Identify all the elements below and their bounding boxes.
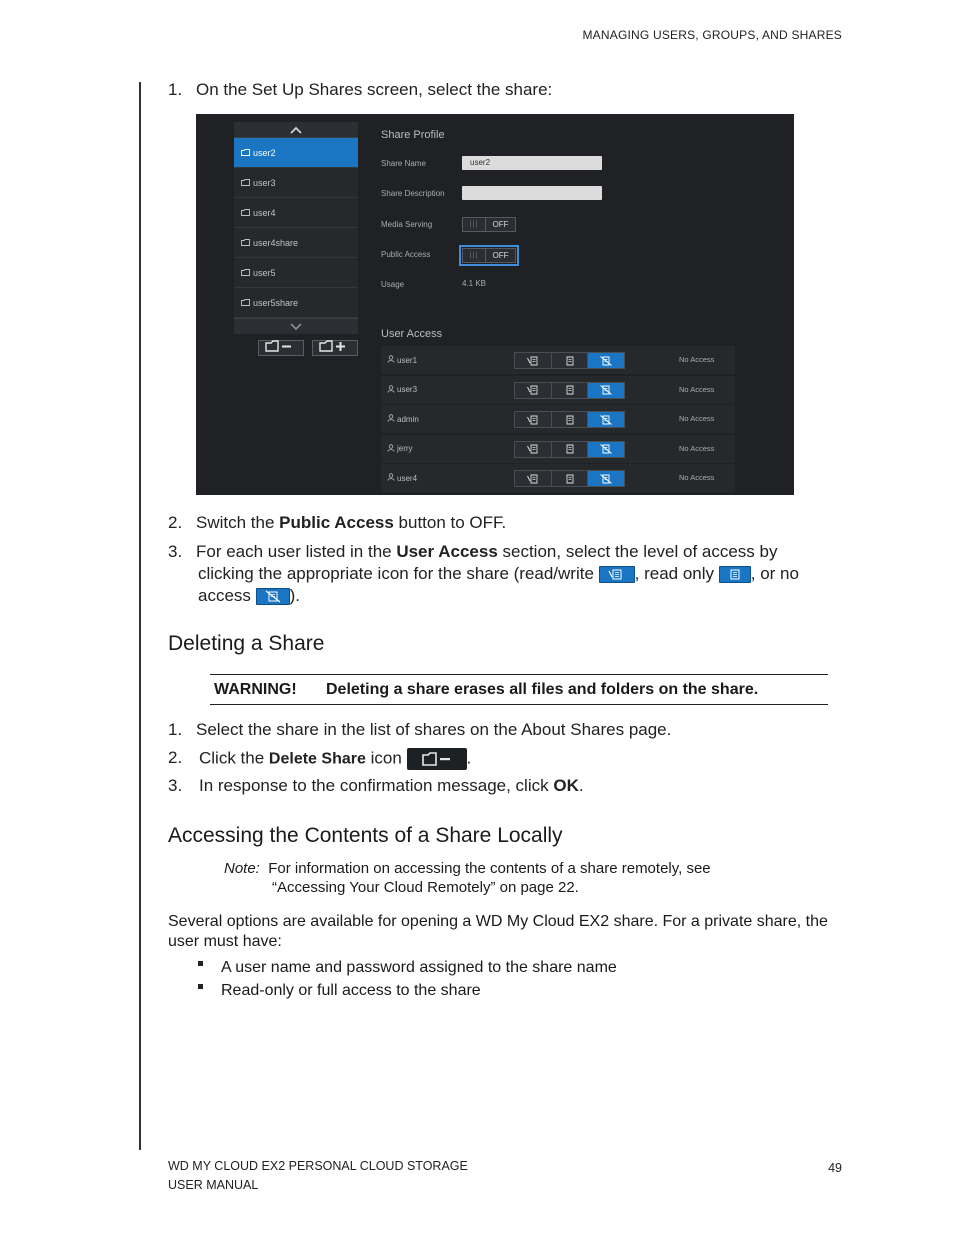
bullet-text: Read-only or full access to the share	[221, 982, 481, 999]
step-text: For each user listed in the	[196, 542, 397, 561]
read-only-icon[interactable]	[552, 412, 589, 427]
no-access-icon[interactable]	[588, 353, 624, 368]
note-text: “Accessing Your Cloud Remotely” on page 22.	[272, 879, 579, 896]
no-access-icon[interactable]	[588, 442, 624, 457]
read-only-icon[interactable]	[552, 383, 589, 398]
section-heading-accessing: Accessing the Contents of a Share Locally	[168, 824, 563, 847]
access-button-group	[514, 411, 625, 428]
user-access-row	[381, 435, 735, 464]
step-text: Switch the	[196, 513, 280, 532]
bullet-item	[198, 959, 617, 977]
read-write-icon[interactable]	[515, 353, 552, 368]
share-list-item[interactable]	[234, 228, 358, 258]
no-access-icon[interactable]	[588, 471, 624, 486]
footer-product: WD MY CLOUD EX2 PERSONAL CLOUD STORAGE	[168, 1159, 468, 1173]
user-access-row	[381, 405, 735, 434]
step-text: button to OFF.	[393, 513, 507, 532]
page-number: 49	[828, 1161, 842, 1175]
note-label: Note:	[224, 860, 260, 877]
user-access-row	[381, 464, 735, 493]
read-write-icon[interactable]	[515, 471, 552, 486]
delete-step-3	[168, 776, 584, 796]
step-2	[168, 513, 506, 533]
public-access-toggle[interactable]	[462, 248, 516, 263]
step-text: .	[466, 748, 472, 768]
access-button-group	[514, 441, 625, 458]
share-name-field[interactable]: user2	[462, 156, 602, 170]
read-write-icon[interactable]	[515, 412, 552, 427]
step-number: 2.	[168, 513, 183, 532]
read-only-icon[interactable]	[552, 471, 589, 486]
set-up-shares-screenshot	[196, 114, 794, 495]
user-name-label: user1	[397, 355, 418, 365]
section-heading-deleting: Deleting a Share	[168, 632, 325, 655]
share-profile-title: Share Profile	[381, 129, 445, 141]
share-description-label: Share Description	[381, 189, 445, 198]
toggle-grip: |||	[463, 218, 486, 231]
step-text: , or no	[750, 564, 799, 583]
step-number: 3.	[168, 542, 183, 561]
step-text: icon	[365, 748, 407, 768]
step-1	[168, 80, 552, 100]
media-serving-label: Media Serving	[381, 220, 433, 229]
step-3	[168, 541, 799, 607]
user-name	[387, 444, 413, 454]
share-list	[234, 122, 358, 334]
user-icon	[387, 444, 397, 454]
user-name	[387, 355, 417, 365]
bullet-item	[198, 982, 481, 1000]
step-text: In response to the confirmation message, click	[199, 776, 554, 795]
user-name	[387, 385, 417, 395]
share-description-field[interactable]	[462, 186, 602, 200]
access-status: No Access	[679, 473, 715, 482]
folder-minus-icon	[264, 339, 298, 357]
share-name-label: Share Name	[381, 159, 426, 168]
chevron-down-icon[interactable]	[234, 318, 358, 334]
toggle-state: OFF	[492, 251, 509, 260]
access-status: No Access	[679, 414, 715, 423]
usage-label: Usage	[381, 280, 405, 289]
no-access-icon	[256, 588, 290, 605]
chevron-up-icon[interactable]	[234, 122, 358, 138]
share-list-item[interactable]	[234, 288, 358, 318]
step-number: 2.	[168, 748, 183, 768]
user-name	[387, 414, 419, 424]
step-text-bold: OK	[553, 776, 579, 795]
step-text: ).	[289, 586, 301, 605]
step-number: 1.	[168, 720, 183, 739]
folder-icon	[241, 238, 253, 248]
share-list-label: user5share	[253, 297, 299, 308]
margin-rule	[139, 82, 141, 1150]
step-text: access	[198, 586, 256, 605]
step-text: .	[578, 776, 584, 795]
toggle-grip: |||	[463, 249, 486, 262]
share-list-label: user2	[253, 147, 276, 158]
usage-value: 4.1 KB	[462, 279, 487, 288]
share-list-label: user4	[253, 207, 276, 218]
share-list-item[interactable]	[234, 198, 358, 228]
access-status: No Access	[679, 384, 715, 394]
warning-box	[210, 674, 828, 705]
step-text: section, select the level of access by	[497, 542, 778, 561]
step-text-bold: User Access	[396, 542, 498, 561]
paragraph-line: user must have:	[168, 933, 282, 950]
folder-icon	[241, 178, 253, 188]
read-write-icon[interactable]	[515, 442, 552, 457]
access-button-group	[514, 352, 625, 369]
delete-step-2	[168, 748, 471, 770]
user-name-label: user4	[397, 473, 418, 483]
read-write-icon[interactable]	[515, 383, 552, 398]
folder-minus-icon	[407, 748, 467, 770]
share-list-label: user3	[253, 177, 276, 188]
user-access-title: User Access	[381, 328, 443, 340]
user-icon	[387, 355, 397, 365]
share-list-item[interactable]	[234, 168, 358, 198]
step-number: 1.	[168, 80, 183, 99]
user-icon	[387, 414, 397, 424]
note	[224, 859, 711, 897]
read-only-icon	[719, 566, 751, 583]
note-text: For information on accessing the contents of a share remotely, see	[268, 860, 711, 877]
add-share-button[interactable]	[312, 340, 358, 356]
user-name	[387, 473, 417, 483]
step-text: Select the share in the list of shares on the About Shares page.	[196, 720, 672, 739]
media-serving-toggle[interactable]	[462, 217, 516, 232]
bullet-text: A user name and password assigned to the share name	[221, 959, 617, 976]
user-icon	[387, 385, 397, 395]
step-text: clicking the appropriate icon for the share (read/write	[198, 564, 599, 583]
read-only-icon[interactable]	[552, 442, 589, 457]
step-text-bold: Delete Share	[268, 750, 366, 768]
access-button-group	[514, 382, 625, 399]
share-list-label: user5	[253, 267, 276, 278]
access-status: No Access	[679, 355, 715, 364]
folder-icon	[241, 208, 253, 218]
running-header: MANAGING USERS, GROUPS, AND SHARES	[582, 28, 842, 42]
folder-plus-icon	[318, 339, 352, 357]
step-text: On the Set Up Shares screen, select the share:	[196, 80, 553, 99]
delete-share-button[interactable]	[258, 340, 304, 356]
share-list-label: user4share	[253, 237, 299, 248]
body-paragraph	[168, 912, 828, 952]
folder-icon	[241, 268, 253, 278]
read-only-icon[interactable]	[552, 353, 589, 368]
share-list-item[interactable]	[234, 138, 358, 168]
read-write-icon	[599, 566, 635, 583]
access-status: No Access	[679, 443, 715, 453]
user-icon	[387, 473, 397, 483]
toggle-state: OFF	[492, 220, 509, 229]
step-text: Click the	[199, 748, 269, 768]
folder-icon	[241, 148, 253, 158]
warning-text: Deleting a share erases all files and folders on the share.	[326, 680, 759, 698]
user-name-label: jerry	[397, 444, 413, 453]
user-access-row	[381, 346, 735, 375]
warning-label: WARNING!	[214, 680, 297, 698]
step-text-bold: Public Access	[279, 513, 394, 532]
share-list-item[interactable]	[234, 258, 358, 288]
paragraph-line: Several options are available for opening a WD My Cloud EX2 share. For a private share, the	[168, 913, 828, 930]
no-access-icon[interactable]	[588, 383, 624, 398]
footer-manual: USER MANUAL	[168, 1178, 259, 1192]
access-button-group	[514, 470, 625, 487]
step-number: 3.	[168, 776, 183, 795]
user-name-label: user3	[397, 385, 418, 394]
user-access-row	[381, 376, 735, 405]
public-access-label: Public Access	[381, 250, 431, 259]
no-access-icon[interactable]	[588, 412, 624, 427]
delete-step-1	[168, 720, 671, 740]
step-text: , read only	[634, 564, 719, 583]
user-name-label: admin	[397, 414, 419, 424]
folder-icon	[241, 298, 253, 308]
